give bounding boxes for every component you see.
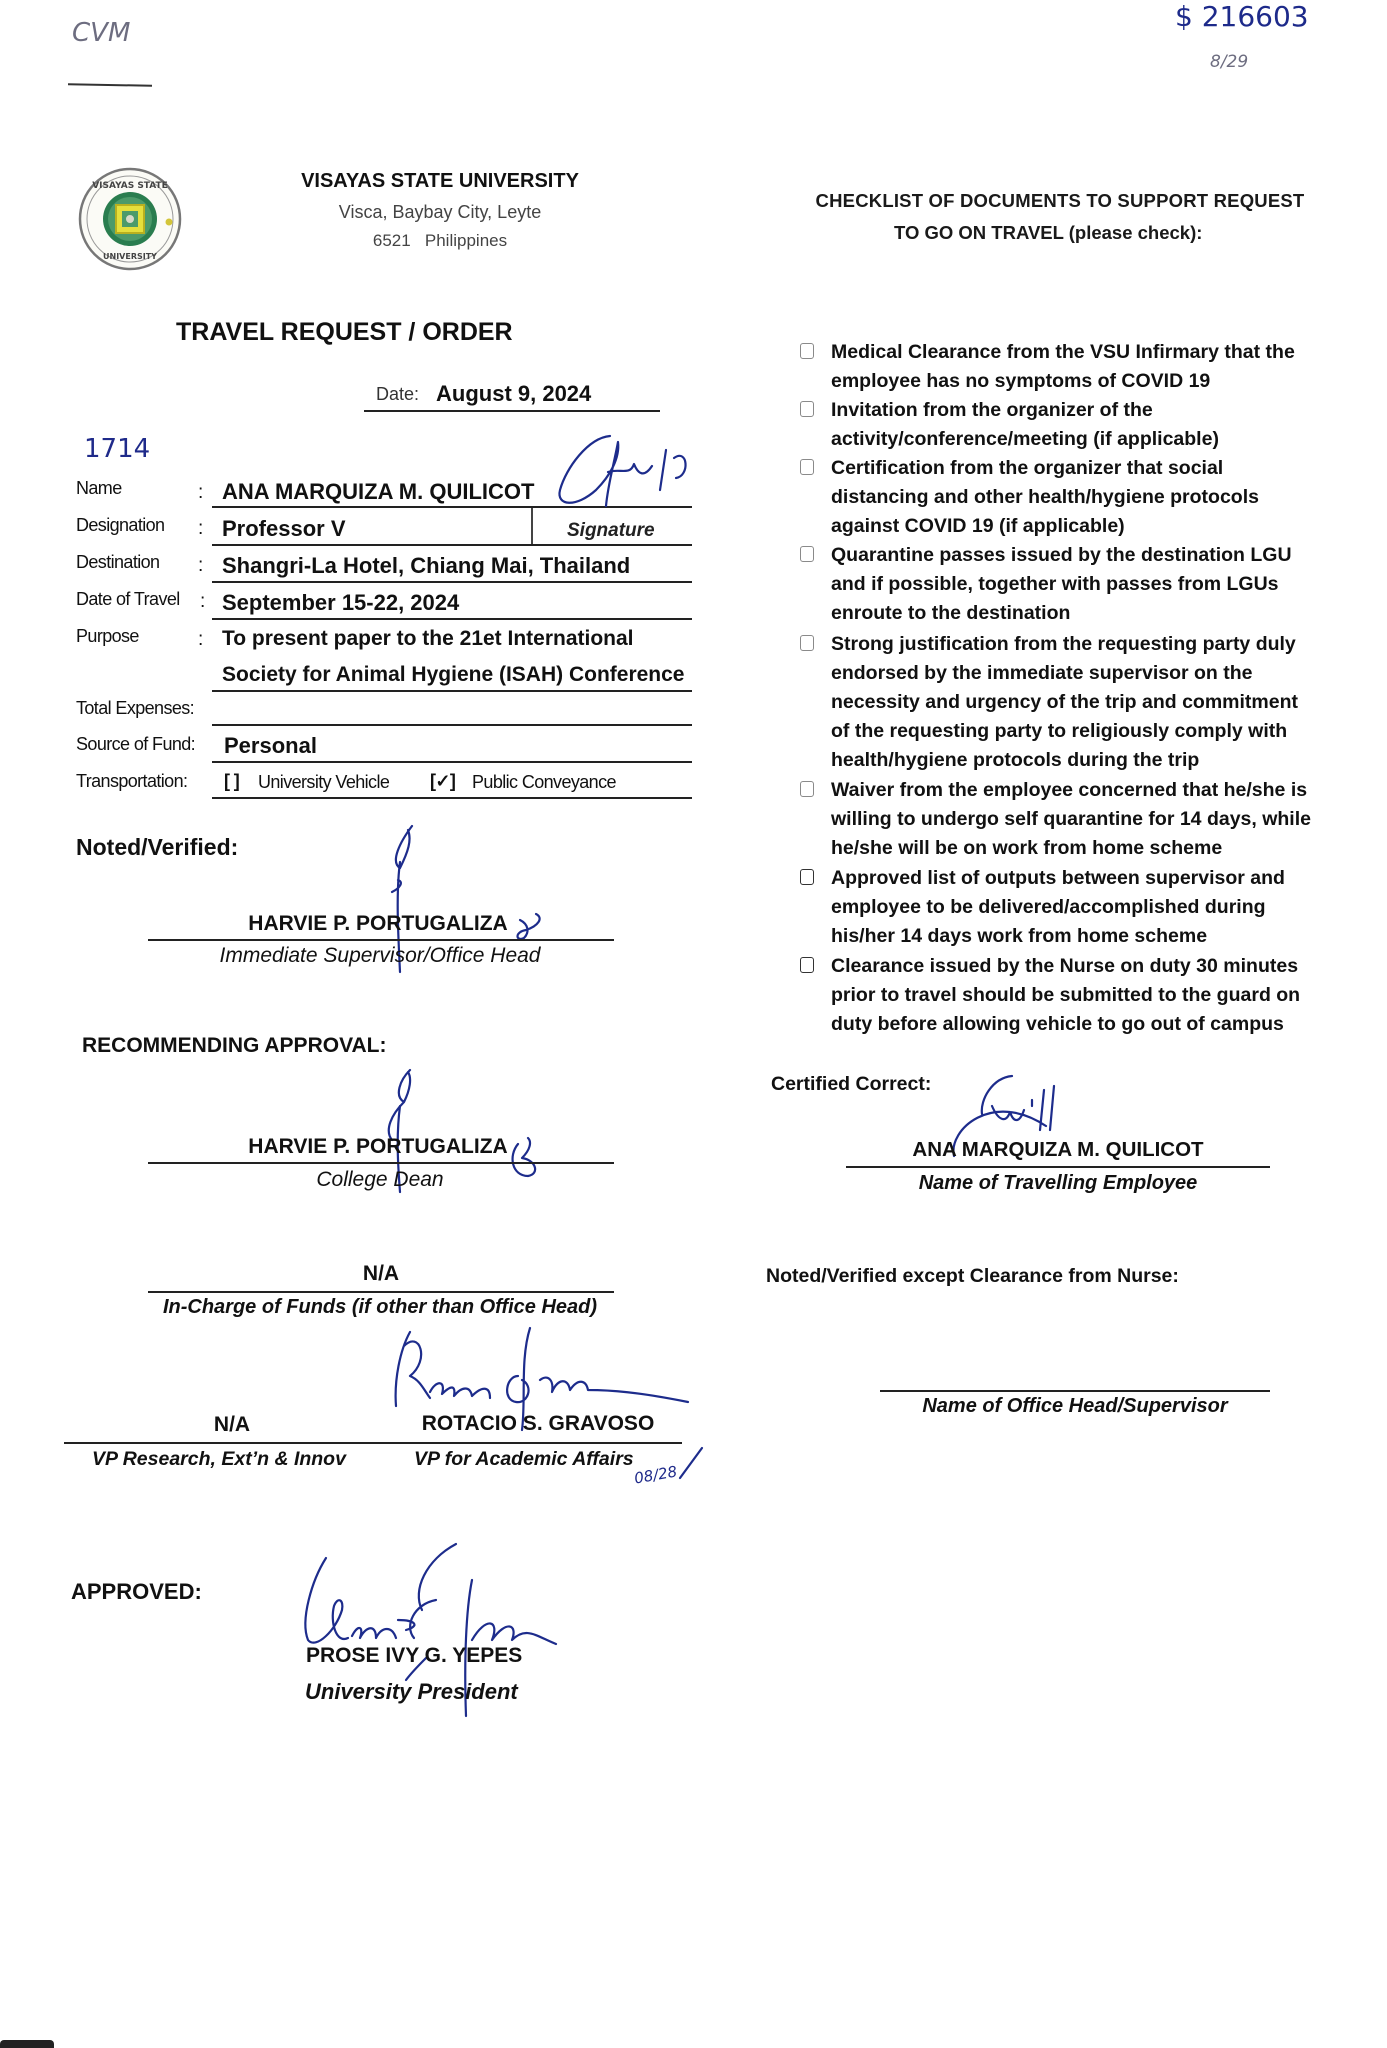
supervisor-name: HARVIE P. PORTUGALIZA xyxy=(248,912,508,935)
checklist-item-quarantine-passes[interactable] xyxy=(800,541,1360,628)
checklist-item-text: endorsed by the immediate supervisor on the xyxy=(831,662,1253,684)
public-conveyance-label: Public Conveyance xyxy=(472,772,616,792)
travel-date-underline xyxy=(212,618,692,620)
supervisor-line xyxy=(148,939,614,941)
travel-date-value: September 15-22, 2024 xyxy=(222,590,460,615)
checklist-item-text: distancing and other health/hygiene protocols xyxy=(831,486,1259,508)
checklist-item-text: Invitation from the organizer of the xyxy=(831,399,1153,421)
employee-line xyxy=(846,1166,1270,1168)
checklist-item-text: his/her 14 days work from home scheme xyxy=(831,925,1208,947)
certified-correct-heading: Certified Correct: xyxy=(771,1073,932,1095)
signature-caption: Signature xyxy=(567,520,655,541)
checkbox-icon[interactable] xyxy=(800,343,814,359)
dean-role: College Dean xyxy=(316,1168,444,1191)
university-seal-icon xyxy=(77,166,183,272)
name-colon: : xyxy=(198,482,204,503)
vpaa-name: ROTACIO S. GRAVOSO xyxy=(421,1412,655,1435)
total-expenses-label: Total Expenses: xyxy=(76,698,195,718)
checkbox-icon[interactable] xyxy=(800,781,814,797)
checklist-item-text: duty before allowing vehicle to go out of campus xyxy=(831,1013,1284,1035)
source-of-fund-value: Personal xyxy=(224,733,317,758)
institution-postal: 6521 Philippines xyxy=(372,231,508,250)
travel-date-colon: : xyxy=(200,591,206,612)
source-of-fund-label: Source of Fund: xyxy=(76,734,196,754)
checkbox-icon[interactable] xyxy=(800,546,814,562)
employee-name: ANA MARQUIZA M. QUILICOT xyxy=(912,1138,1204,1161)
designation-label: Designation xyxy=(76,515,165,535)
source-of-fund-underline xyxy=(212,761,692,763)
signature-divider xyxy=(531,508,533,544)
institution-address: Visca, Baybay City, Leyte xyxy=(338,202,542,222)
office-head-line xyxy=(880,1390,1270,1392)
checklist-item-text: employee has no symptoms of COVID 19 xyxy=(831,370,1211,392)
in-charge-funds-line xyxy=(148,1291,614,1293)
checklist-item-invitation[interactable] xyxy=(800,396,1360,454)
designation-colon: : xyxy=(198,518,204,539)
office-head-role: Name of Office Head/Supervisor xyxy=(922,1395,1228,1417)
public-conveyance-checkbox[interactable]: [✓] xyxy=(430,771,456,791)
checklist-item-approved-outputs[interactable] xyxy=(800,864,1360,951)
checklist-item-nurse-clearance[interactable] xyxy=(800,952,1360,1039)
handwritten-underline xyxy=(68,83,152,86)
checklist-item-text: Medical Clearance from the VSU Infirmary that the xyxy=(831,341,1295,363)
handwritten-date-note: 8/29 xyxy=(1210,52,1249,72)
purpose-value-line2: Society for Animal Hygiene (ISAH) Conference xyxy=(222,663,685,686)
in-charge-funds-name: N/A xyxy=(362,1262,400,1285)
checklist-item-text: prior to travel should be submitted to the guard on xyxy=(831,984,1301,1006)
checklist-item-text: Certification from the organizer that social xyxy=(831,457,1224,479)
handwritten-initials: CVM xyxy=(72,18,131,48)
applicant-signature xyxy=(548,428,708,518)
vp-line xyxy=(64,1442,682,1444)
dean-name: HARVIE P. PORTUGALIZA xyxy=(248,1135,508,1158)
handwritten-reference-number: $ 216603 xyxy=(1175,0,1309,33)
name-value: ANA MARQUIZA M. QUILICOT xyxy=(222,479,535,504)
checklist-item-text: Clearance issued by the Nurse on duty 30 minutes xyxy=(831,955,1299,977)
transportation-underline xyxy=(212,797,692,799)
purpose-label: Purpose xyxy=(76,626,139,646)
checklist-item-text: necessity and urgency of the trip and commitment xyxy=(831,691,1299,713)
president-role: University President xyxy=(305,1679,518,1704)
in-charge-funds-role: In-Charge of Funds (if other than Office Head) xyxy=(162,1296,598,1318)
noted-verified-heading: Noted/Verified: xyxy=(76,834,239,860)
checklist-item-text: health/hygiene protocols during the trip xyxy=(831,749,1200,771)
checklist-item-text: and if possible, together with passes from LGUs xyxy=(831,573,1279,595)
checklist-item-text: Approved list of outputs between supervisor and xyxy=(831,867,1285,889)
checklist-item-justification[interactable] xyxy=(800,630,1360,775)
scan-edge-artifact xyxy=(0,2040,54,2048)
checklist-item-text: Quarantine passes issued by the destination LGU xyxy=(831,544,1292,566)
svg-text:UNIVERSITY: UNIVERSITY xyxy=(103,252,157,261)
vp-research-name: N/A xyxy=(213,1413,251,1436)
destination-colon: : xyxy=(198,555,204,576)
checklist-item-text: he/she will be on work from home scheme xyxy=(831,837,1223,859)
purpose-colon: : xyxy=(198,629,204,650)
checklist-item-waiver[interactable] xyxy=(800,776,1360,863)
vpaa-check-mark xyxy=(676,1444,706,1484)
designation-underline xyxy=(212,544,692,546)
travel-date-label: Date of Travel xyxy=(76,589,180,609)
date-underline xyxy=(364,410,660,412)
dean-line xyxy=(148,1162,614,1164)
recommending-approval-heading: RECOMMENDING APPROVAL: xyxy=(82,1034,387,1057)
svg-text:VISAYAS STATE: VISAYAS STATE xyxy=(92,181,168,191)
institution-name: VISAYAS STATE UNIVERSITY xyxy=(301,170,579,192)
destination-underline xyxy=(212,581,692,583)
destination-label: Destination xyxy=(76,552,160,572)
checklist-item-text: Waiver from the employee concerned that he/she is xyxy=(831,779,1308,801)
vpaa-date-mark: 08/28 xyxy=(632,1462,679,1488)
president-name: PROSE IVY G. YEPES xyxy=(306,1644,523,1667)
vp-research-role: VP Research, Ext’n & Innov xyxy=(92,1448,346,1470)
checklist-item-medical-clearance[interactable] xyxy=(800,338,1360,396)
purpose-underline xyxy=(212,690,692,692)
checkbox-icon[interactable] xyxy=(800,869,814,885)
date-value: August 9, 2024 xyxy=(436,381,592,406)
total-expenses-underline xyxy=(212,724,692,726)
handwritten-control-number: 1714 xyxy=(84,434,151,464)
checklist-title-line1: CHECKLIST OF DOCUMENTS TO SUPPORT REQUEST xyxy=(815,190,1305,211)
checklist-item-text: enroute to the destination xyxy=(831,602,1071,624)
checklist-item-text: activity/conference/meeting (if applicable) xyxy=(831,428,1219,450)
checklist-item-text: employee to be delivered/accomplished during xyxy=(831,896,1266,918)
name-label: Name xyxy=(76,478,122,498)
university-vehicle-label: University Vehicle xyxy=(258,772,390,792)
checkbox-icon[interactable] xyxy=(800,459,814,475)
checkbox-icon[interactable] xyxy=(800,635,814,651)
checklist-item-text: against COVID 19 (if applicable) xyxy=(831,515,1125,537)
purpose-value-line1: To present paper to the 21et International xyxy=(222,627,634,650)
destination-value: Shangri-La Hotel, Chiang Mai, Thailand xyxy=(222,553,631,578)
checklist-item-text: Strong justification from the requesting party duly xyxy=(831,633,1296,655)
approved-heading: APPROVED: xyxy=(71,1579,202,1604)
date-label: Date: xyxy=(376,384,420,404)
checklist-item-certification[interactable] xyxy=(800,454,1360,541)
designation-value: Professor V xyxy=(222,516,346,541)
checkbox-icon[interactable] xyxy=(800,957,814,973)
checklist-item-text: willing to undergo self quarantine for 14 days, while xyxy=(831,808,1311,830)
form-title: TRAVEL REQUEST / ORDER xyxy=(176,318,513,346)
checklist-title-line2: TO GO ON TRAVEL (please check): xyxy=(894,222,1203,243)
university-vehicle-checkbox[interactable]: [ ] xyxy=(224,771,240,791)
vpaa-role: VP for Academic Affairs xyxy=(414,1448,634,1470)
transportation-label: Transportation: xyxy=(76,771,188,791)
checklist-item-text: of the requesting party to religiously comply with xyxy=(831,720,1288,742)
employee-role: Name of Travelling Employee xyxy=(918,1172,1198,1194)
supervisor-role: Immediate Supervisor/Office Head xyxy=(219,944,541,967)
checkbox-icon[interactable] xyxy=(800,401,814,417)
nurse-clearance-heading: Noted/Verified except Clearance from Nurse: xyxy=(766,1265,1179,1287)
